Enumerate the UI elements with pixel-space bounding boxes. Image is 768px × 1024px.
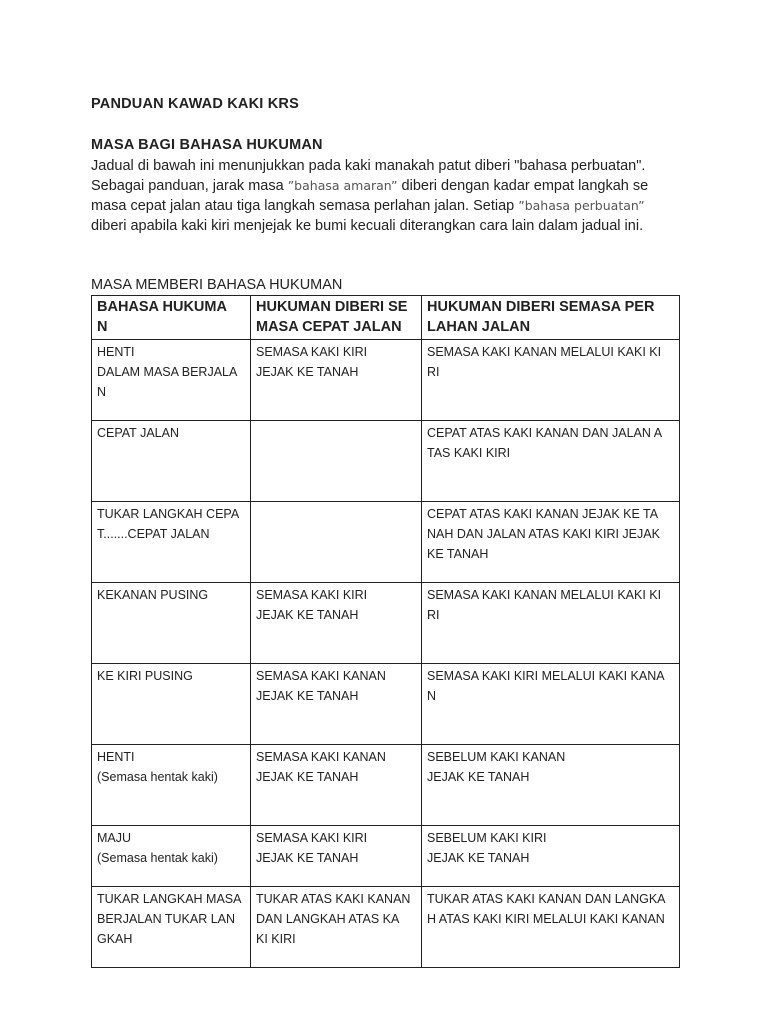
cell-line: SEMASA KAKI KANAN MELALUI KAKI KI (427, 345, 662, 359)
cell-line: SEMASA KAKI KIRI (256, 831, 368, 845)
cell-line: KE KIRI PUSING (97, 669, 193, 683)
cell-line: CEPAT JALAN (97, 426, 179, 440)
cell-line: KEKANAN PUSING (97, 588, 209, 602)
cell-slow-march (422, 664, 680, 745)
cell-slow-march (422, 340, 680, 421)
cell-line: SEMASA KAKI KANAN MELALUI KAKI KI (427, 588, 662, 602)
table-body (92, 340, 680, 968)
cell-command (92, 421, 251, 502)
intro-paragraph (91, 156, 691, 236)
cell-quick-march (251, 664, 422, 745)
document-title: PANDUAN KAWAD KAKI KRS (91, 96, 299, 112)
cell-line: SEMASA KAKI KIRI (256, 588, 368, 602)
cell-quick-march (251, 745, 422, 826)
table-caption: MASA MEMBERI BAHASA HUKUMAN (91, 277, 343, 293)
table-row (92, 887, 680, 968)
cell-command (92, 502, 251, 583)
cell-line: SEMASA KAKI KIRI MELALUI KAKI KANA (427, 669, 665, 683)
intro-line: diberi apabila kaki kiri menjejak ke bumi kecuali diterangkan cara lain dalam jadual ini. (91, 218, 644, 234)
cell-slow-march (422, 502, 680, 583)
cell-line: MAJU (97, 831, 132, 845)
cell-quick-march (251, 502, 422, 583)
commands-table (91, 295, 680, 968)
cell-line: H ATAS KAKI KIRI MELALUI KAKI KANAN (427, 912, 665, 926)
intro-line (91, 176, 691, 196)
cell-line: JEJAK KE TANAH (256, 365, 359, 379)
cell-quick-march (251, 421, 422, 502)
cell-line: DAN LANGKAH ATAS KA (256, 912, 400, 926)
cell-line: N (427, 689, 437, 703)
table-row (92, 826, 680, 887)
cell-command (92, 745, 251, 826)
cell-line: RI (427, 365, 440, 379)
table-header-row (92, 296, 680, 340)
cell-line: SEMASA KAKI KIRI (256, 345, 368, 359)
intro-quoted-term: ”bahasa amaran” (287, 178, 398, 193)
cell-quick-march (251, 340, 422, 421)
cell-line: BAHASA HUKUMA (97, 299, 227, 315)
cell-line: CEPAT ATAS KAKI KANAN DAN JALAN A (427, 426, 663, 440)
cell-line: HUKUMAN DIBERI SEMASA PER (427, 299, 655, 315)
intro-line: Jadual di bawah ini menunjukkan pada kaki manakah patut diberi "bahasa perbuatan". (91, 158, 646, 174)
cell-line: JEJAK KE TANAH (256, 689, 359, 703)
cell-line: JEJAK KE TANAH (256, 770, 359, 784)
cell-slow-march (422, 887, 680, 968)
cell-line: JEJAK KE TANAH (427, 770, 530, 784)
cell-line: N (97, 385, 107, 399)
cell-line: TUKAR LANGKAH CEPA (97, 507, 240, 521)
table-row (92, 340, 680, 421)
cell-line: KI KIRI (256, 932, 296, 946)
cell-line: SEMASA KAKI KANAN (256, 750, 386, 764)
table-row (92, 583, 680, 664)
cell-command (92, 826, 251, 887)
cell-slow-march (422, 745, 680, 826)
cell-line: TAS KAKI KIRI (427, 446, 511, 460)
table-row (92, 502, 680, 583)
cell-line: NAH DAN JALAN ATAS KAKI KIRI JEJAK (427, 527, 660, 541)
cell-line: SEBELUM KAKI KIRI (427, 831, 547, 845)
cell-line: CEPAT ATAS KAKI KANAN JEJAK KE TA (427, 507, 659, 521)
cell-slow-march (422, 583, 680, 664)
cell-line: HENTI (97, 750, 135, 764)
cell-line: KE TANAH (427, 547, 489, 561)
intro-quoted-term: ”bahasa perbuatan” (518, 198, 645, 213)
intro-text: Sebagai panduan, jarak masa (91, 178, 288, 194)
cell-line: HUKUMAN DIBERI SE (256, 299, 408, 315)
table-row (92, 664, 680, 745)
cell-quick-march (251, 583, 422, 664)
cell-command (92, 664, 251, 745)
header-cell-command (92, 296, 251, 340)
cell-line: BERJALAN TUKAR LAN (97, 912, 236, 926)
cell-line: RI (427, 608, 440, 622)
cell-line: GKAH (97, 932, 133, 946)
cell-line: LAHAN JALAN (427, 319, 531, 335)
cell-command (92, 340, 251, 421)
cell-line: TUKAR ATAS KAKI KANAN (256, 892, 411, 906)
cell-slow-march (422, 421, 680, 502)
cell-line: N (97, 319, 108, 335)
cell-line: JEJAK KE TANAH (256, 851, 359, 865)
cell-line: HENTI (97, 345, 135, 359)
cell-line: TUKAR ATAS KAKI KANAN DAN LANGKA (427, 892, 666, 906)
table-row (92, 745, 680, 826)
cell-line: JEJAK KE TANAH (256, 608, 359, 622)
header-cell-slow-march (422, 296, 680, 340)
cell-slow-march (422, 826, 680, 887)
cell-line: T.......CEPAT JALAN (97, 527, 210, 541)
header-cell-quick-march (251, 296, 422, 340)
cell-quick-march (251, 887, 422, 968)
cell-line: DALAM MASA BERJALA (97, 365, 238, 379)
cell-line: TUKAR LANGKAH MASA (97, 892, 242, 906)
cell-line: (Semasa hentak kaki) (97, 770, 218, 784)
cell-line: MASA CEPAT JALAN (256, 319, 402, 335)
intro-text: masa cepat jalan atau tiga langkah semasa perlahan jalan. Setiap (91, 198, 519, 214)
intro-line (91, 196, 691, 216)
cell-line: SEMASA KAKI KANAN (256, 669, 386, 683)
section-heading: MASA BAGI BAHASA HUKUMAN (91, 137, 323, 153)
cell-line: JEJAK KE TANAH (427, 851, 530, 865)
cell-line: (Semasa hentak kaki) (97, 851, 218, 865)
table-row (92, 421, 680, 502)
cell-command (92, 887, 251, 968)
cell-quick-march (251, 826, 422, 887)
cell-command (92, 583, 251, 664)
intro-text: diberi dengan kadar empat langkah se (397, 178, 649, 194)
cell-line: SEBELUM KAKI KANAN (427, 750, 566, 764)
